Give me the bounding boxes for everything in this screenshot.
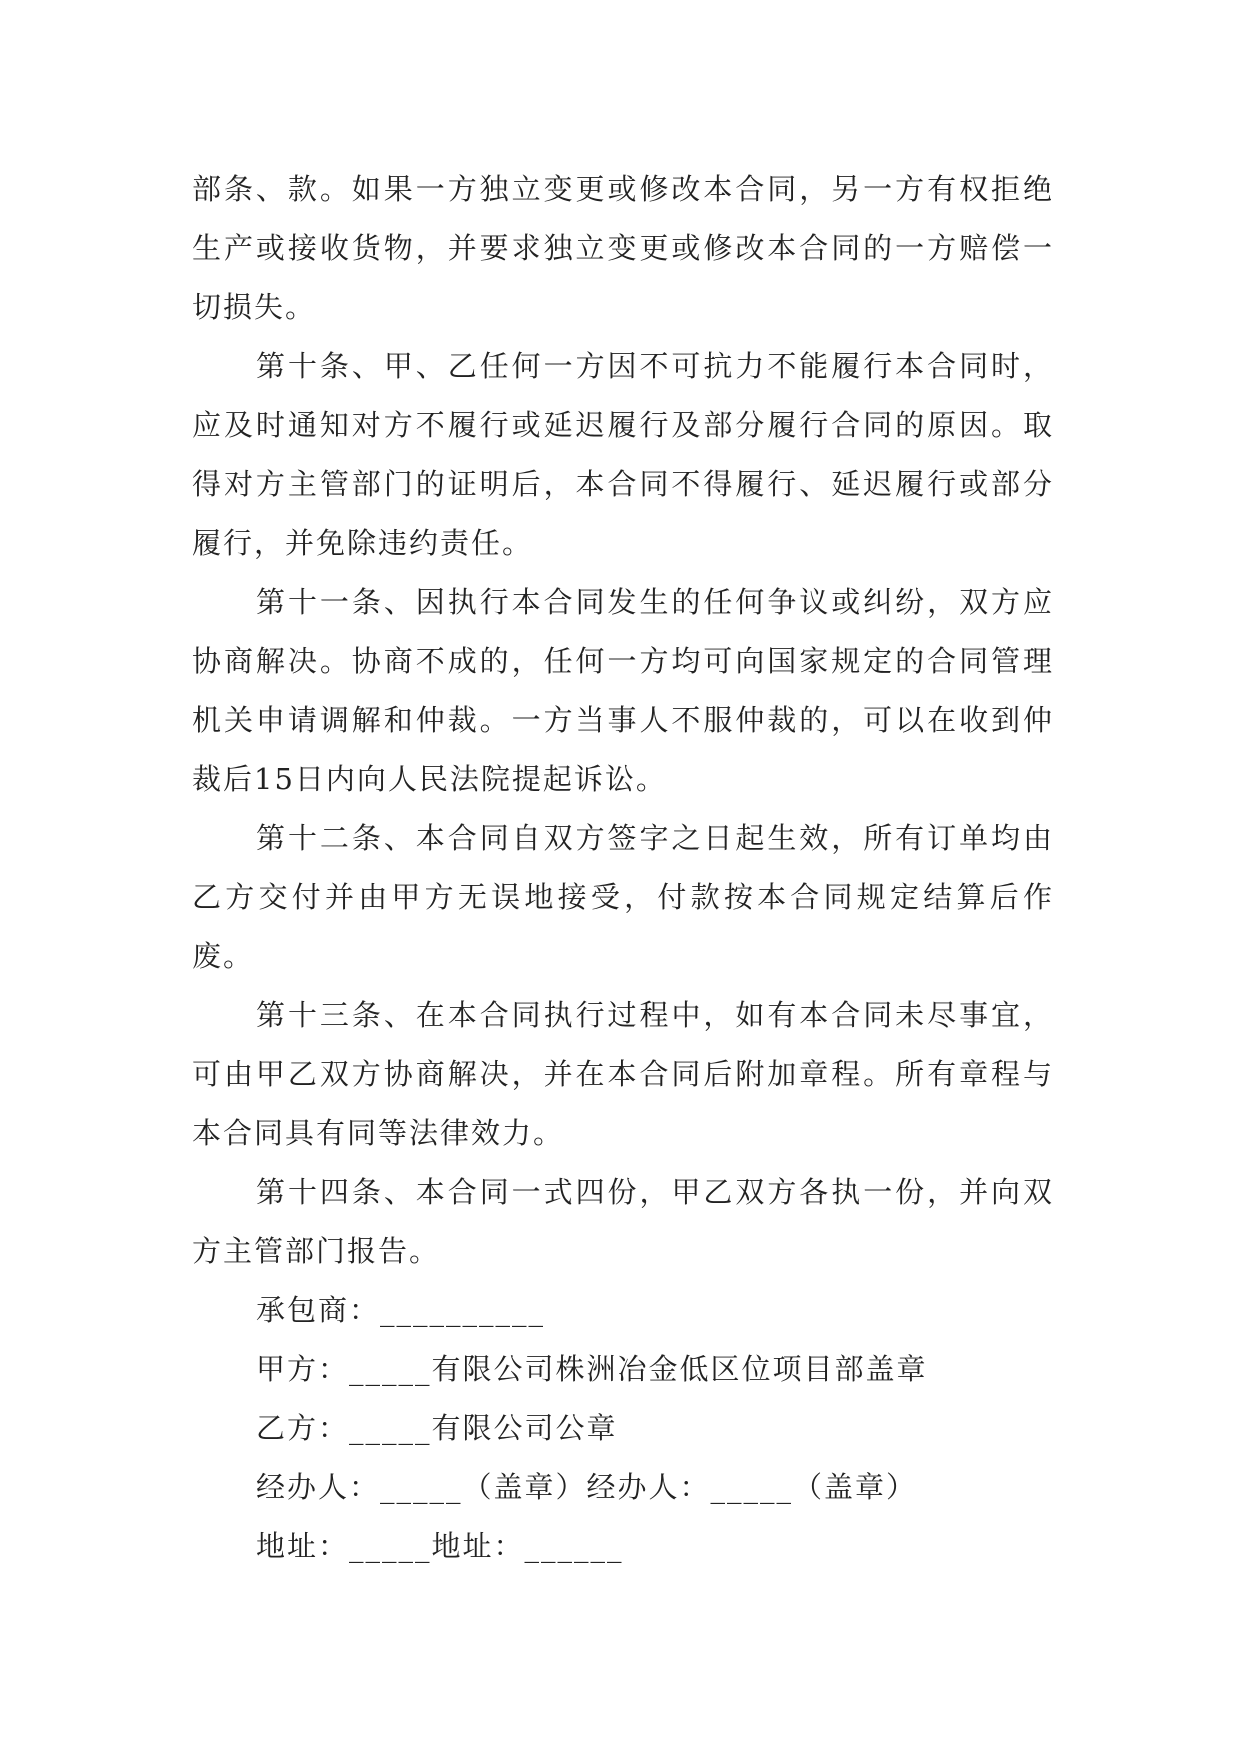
document-page bbox=[192, 160, 1054, 1576]
clause-13: 第十三条、在本合同执行过程中，如有本合同未尽事宜，可由甲乙双方协商解决，并在本合同后附加章程。所有章程与本合同具有同等法律效力。 bbox=[192, 998, 1054, 1150]
party-b-line: 乙方：_____有限公司公章 bbox=[256, 1411, 618, 1445]
handlers-line: 经办人：_____（盖章）经办人：_____（盖章） bbox=[256, 1470, 918, 1504]
signature-block bbox=[192, 1281, 1054, 1576]
clause-14: 第十四条、本合同一式四份，甲乙双方各执一份，并向双方主管部门报告。 bbox=[192, 1175, 1054, 1268]
clause-12: 第十二条、本合同自双方签字之日起生效，所有订单均由乙方交付并由甲方无误地接受，付款按本合同规定结算后作废。 bbox=[192, 821, 1054, 973]
clause-10: 第十条、甲、乙任何一方因不可抗力不能履行本合同时，应及时通知对方不履行或延迟履行及部分履行合同的原因。取得对方主管部门的证明后，本合同不得履行、延迟履行或部分履行，并免除违约责任。 bbox=[192, 349, 1054, 560]
contractor-line: 承包商：__________ bbox=[256, 1293, 546, 1327]
address-line: 地址：_____地址：______ bbox=[256, 1529, 624, 1563]
clause-11: 第十一条、因执行本合同发生的任何争议或纠纷，双方应协商解决。协商不成的，任何一方均可向国家规定的合同管理机关申请调解和仲裁。一方当事人不服仲裁的，可以在收到仲裁后15日内向人民法院提起诉讼。 bbox=[192, 585, 1054, 796]
paragraph-continuation: 部条、款。如果一方独立变更或修改本合同，另一方有权拒绝生产或接收货物，并要求独立变更或修改本合同的一方赔偿一切损失。 bbox=[192, 172, 1054, 324]
party-a-line: 甲方：_____有限公司株洲冶金低区位项目部盖章 bbox=[256, 1352, 928, 1386]
